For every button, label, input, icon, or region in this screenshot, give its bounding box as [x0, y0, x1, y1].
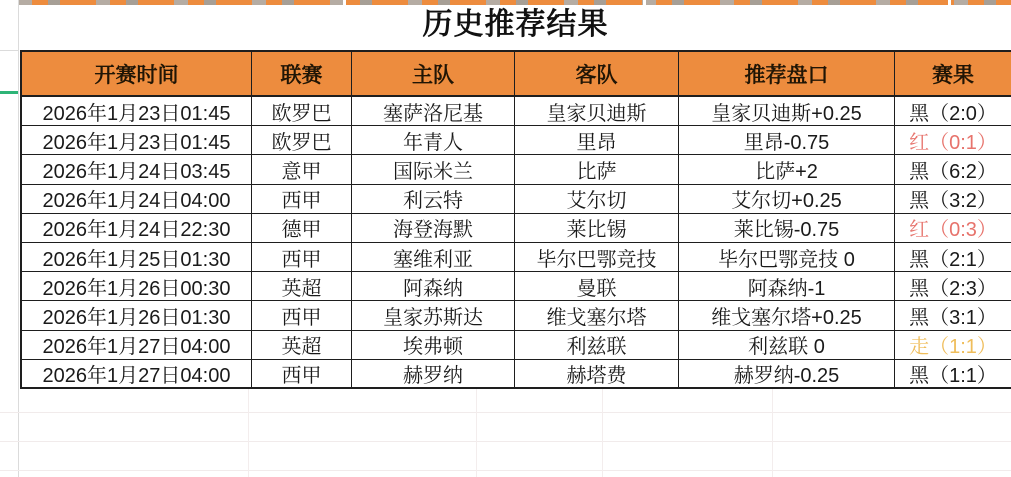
- cell-handicap[interactable]: 维戈塞尔塔+0.25: [679, 301, 895, 329]
- table-body: [22, 97, 1011, 389]
- cell-handicap[interactable]: 比萨+2: [679, 155, 895, 183]
- cell-league[interactable]: 欧罗巴: [252, 97, 352, 125]
- cell-home-team[interactable]: 国际米兰: [352, 155, 515, 183]
- selection-mark: [0, 91, 18, 94]
- cell-away-team[interactable]: 皇家贝迪斯: [515, 97, 679, 125]
- cell-league[interactable]: 德甲: [252, 214, 352, 242]
- cell-away-team[interactable]: 利兹联: [515, 331, 679, 359]
- cell-league[interactable]: 意甲: [252, 155, 352, 183]
- cell-away-team[interactable]: 维戈塞尔塔: [515, 301, 679, 329]
- faint-gridline-vertical: [772, 386, 773, 477]
- table-row: [22, 331, 1011, 360]
- table-row: [22, 214, 1011, 243]
- faint-gridline-horizontal: [0, 441, 1011, 442]
- cell-kickoff-time[interactable]: 2026年1月24日04:00: [22, 185, 252, 213]
- cell-home-team[interactable]: 皇家苏斯达: [352, 301, 515, 329]
- cell-kickoff-time[interactable]: 2026年1月26日00:30: [22, 272, 252, 300]
- table-row: [22, 126, 1011, 155]
- table-row: [22, 97, 1011, 126]
- cell-home-team[interactable]: 海登海默: [352, 214, 515, 242]
- cell-league[interactable]: 英超: [252, 272, 352, 300]
- cell-home-team[interactable]: 阿森纳: [352, 272, 515, 300]
- cell-home-team[interactable]: 塞萨洛尼基: [352, 97, 515, 125]
- cell-home-team[interactable]: 赫罗纳: [352, 360, 515, 387]
- table-row: [22, 301, 1011, 330]
- cell-league[interactable]: 欧罗巴: [252, 126, 352, 154]
- cell-away-team[interactable]: 莱比锡: [515, 214, 679, 242]
- cell-away-team[interactable]: 艾尔切: [515, 185, 679, 213]
- cell-league[interactable]: 西甲: [252, 185, 352, 213]
- table-row: [22, 155, 1011, 184]
- cell-result[interactable]: 黑（1:1）: [909, 364, 997, 387]
- cell-handicap[interactable]: 莱比锡-0.75: [679, 214, 895, 242]
- cell-result[interactable]: 红（0:1）: [909, 131, 997, 154]
- gutter-row-tick: [0, 50, 18, 51]
- faint-gridline-horizontal: [0, 412, 1011, 413]
- cell-handicap[interactable]: 赫罗纳-0.25: [679, 360, 895, 387]
- cell-result[interactable]: 黑（2:0）: [909, 102, 997, 125]
- col-header-handicap[interactable]: 推荐盘口: [679, 52, 895, 95]
- col-header-away-team[interactable]: 客队: [515, 52, 679, 95]
- col-header-league[interactable]: 联赛: [252, 52, 352, 95]
- cell-result[interactable]: 黑（6:2）: [909, 160, 997, 183]
- cell-home-team[interactable]: 塞维利亚: [352, 243, 515, 271]
- cell-result[interactable]: 黑（3:1）: [909, 306, 997, 329]
- cell-kickoff-time[interactable]: 2026年1月26日01:30: [22, 301, 252, 329]
- cell-home-team[interactable]: 年青人: [352, 126, 515, 154]
- cell-away-team[interactable]: 赫塔费: [515, 360, 679, 387]
- table-row: [22, 185, 1011, 214]
- cell-away-team[interactable]: 毕尔巴鄂竞技: [515, 243, 679, 271]
- cell-kickoff-time[interactable]: 2026年1月25日01:30: [22, 243, 252, 271]
- cell-away-team[interactable]: 曼联: [515, 272, 679, 300]
- cell-league[interactable]: 西甲: [252, 243, 352, 271]
- results-table: [20, 50, 1011, 389]
- gutter-gridline: [18, 0, 19, 477]
- cell-handicap[interactable]: 艾尔切+0.25: [679, 185, 895, 213]
- cell-league[interactable]: 西甲: [252, 301, 352, 329]
- table-row: [22, 360, 1011, 389]
- table-header-row: [22, 50, 1011, 97]
- faint-gridline-vertical: [602, 386, 603, 477]
- cell-kickoff-time[interactable]: 2026年1月23日01:45: [22, 97, 252, 125]
- cell-league[interactable]: 英超: [252, 331, 352, 359]
- cell-result[interactable]: 黑（2:1）: [909, 248, 997, 271]
- faint-gridline-vertical: [476, 386, 477, 477]
- cell-kickoff-time[interactable]: 2026年1月24日22:30: [22, 214, 252, 242]
- cell-handicap[interactable]: 利兹联 0: [679, 331, 895, 359]
- page-title: 历史推荐结果: [422, 8, 609, 41]
- cell-handicap[interactable]: 里昂-0.75: [679, 126, 895, 154]
- col-header-kickoff-time[interactable]: 开赛时间: [22, 52, 252, 95]
- faint-gridline-vertical: [248, 386, 249, 477]
- cell-result[interactable]: 黑（2:3）: [909, 277, 997, 300]
- cell-kickoff-time[interactable]: 2026年1月27日04:00: [22, 360, 252, 387]
- cell-league[interactable]: 西甲: [252, 360, 352, 387]
- cell-handicap[interactable]: 毕尔巴鄂竞技 0: [679, 243, 895, 271]
- cell-result[interactable]: 红（0:3）: [909, 219, 997, 242]
- col-header-home-team[interactable]: 主队: [352, 52, 515, 95]
- cell-home-team[interactable]: 利云特: [352, 185, 515, 213]
- faint-gridline-horizontal: [0, 470, 1011, 471]
- cell-result[interactable]: 黑（3:2）: [909, 190, 997, 213]
- cell-away-team[interactable]: 里昂: [515, 126, 679, 154]
- cell-home-team[interactable]: 埃弗顿: [352, 331, 515, 359]
- cell-kickoff-time[interactable]: 2026年1月27日04:00: [22, 331, 252, 359]
- col-header-result[interactable]: 赛果: [932, 63, 974, 87]
- table-row: [22, 272, 1011, 301]
- cell-away-team[interactable]: 比萨: [515, 155, 679, 183]
- table-row: [22, 243, 1011, 272]
- cell-result[interactable]: 走（1:1）: [909, 336, 997, 359]
- cell-handicap[interactable]: 皇家贝迪斯+0.25: [679, 97, 895, 125]
- cell-kickoff-time[interactable]: 2026年1月23日01:45: [22, 126, 252, 154]
- cell-kickoff-time[interactable]: 2026年1月24日03:45: [22, 155, 252, 183]
- cell-handicap[interactable]: 阿森纳-1: [679, 272, 895, 300]
